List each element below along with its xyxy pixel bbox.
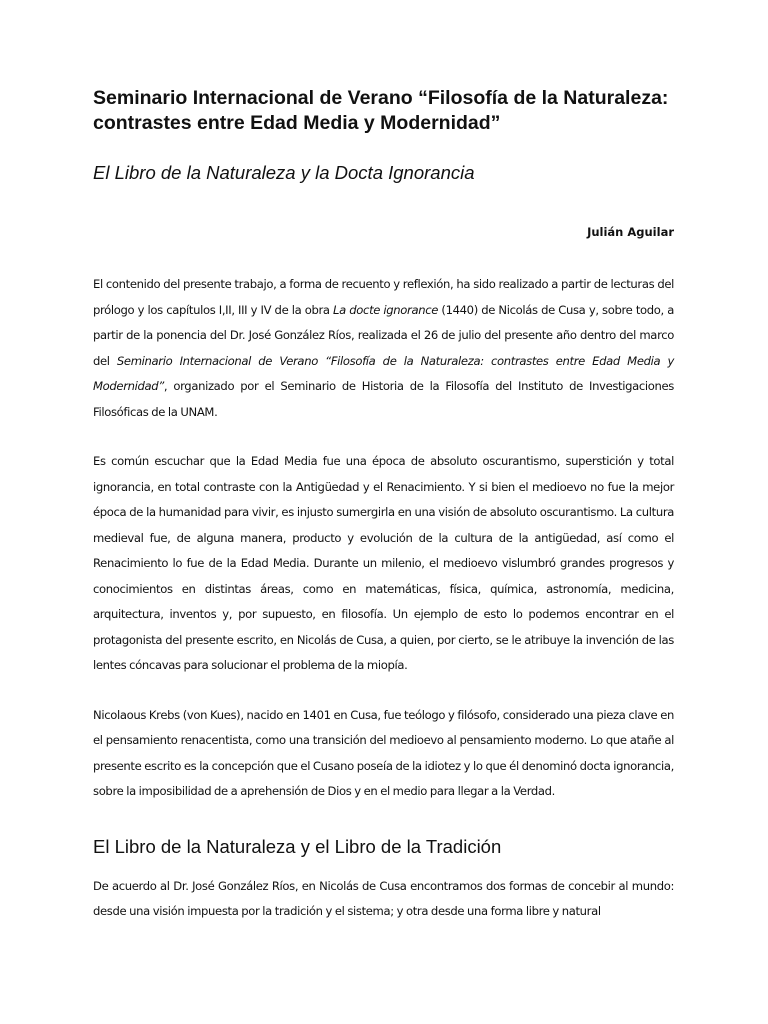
paragraph-intro-part2: (1440) de Nicolás de Cusa y, sobre todo, a partir de la ponencia del Dr. José González Ríos, realizada el 26 de julio del presente año dentro del marco del	[93, 302, 674, 368]
section-heading: El Libro de la Naturaleza y el Libro de la Tradición	[93, 835, 502, 857]
author-name: Julián Aguilar	[587, 225, 674, 239]
paragraph-section: De acuerdo al Dr. José González Ríos, en Nicolás de Cusa encontramos dos formas de concebir al mundo: desde una visión impuesta por la tradición y el sistema; y otra desde una forma libre y natural	[93, 878, 674, 918]
document-subtitle: El Libro de la Naturaleza y la Docta Ignorancia	[93, 162, 475, 183]
paragraph-intro	[93, 272, 674, 425]
document-page	[93, 86, 674, 925]
work-title: La docte ignorance	[333, 302, 439, 317]
paragraph-nicolaus: Nicolaous Krebs (von Kues), nacido en 1401 en Cusa, fue teólogo y filósofo, considerado una pieza clave en el pensamiento renacentista, como una transición del medioevo al pensamiento moderno. Lo que atañe al presente escrito es la concepción que el Cusano poseía de la idiotez y lo que él denominó docta ignorancia, sobre la imposibilidad de a aprehensión de Dios y en el medio para llegar a la Verdad.	[93, 707, 674, 798]
document-title: Seminario Internacional de Verano “Filosofía de la Naturaleza: contrastes entre Edad Media y Modernidad”	[93, 87, 669, 134]
seminar-name: Seminario Internacional de Verano “Filosofía de la Naturaleza: contrastes entre Edad Media y Modernidad”	[93, 353, 675, 393]
paragraph-intro-part1: El contenido del presente trabajo, a forma de recuento y reflexión, ha sido realizado a partir de lecturas del prólogo y los capítulos I,II, III y IV de la obra	[93, 277, 674, 317]
paragraph-middle-ages: Es común escuchar que la Edad Media fue una época de absoluto oscurantismo, superstición y total ignorancia, en total contraste con la Antigüedad y el Renacimiento. Y si bien el medioevo no fue la mejor época de la humanidad para vivir, es injusto sumergirla en una visión de absoluto oscurantismo. La cultura medieval fue, de alguna manera, producto y evolución de la cultura de la antigüedad, así como el Renacimiento lo fue de la Edad Media. Durante un milenio, el medioevo vislumbró grandes progresos y conocimientos en distintas áreas, como en matemáticas, física, química, astronomía, medicina, arquitectura, inventos y, por supuesto, en filosofía. Un ejemplo de esto lo podemos encontrar en el protagonista del presente escrito, en Nicolás de Cusa, a quien, por cierto, se le atribuye la invención de las lentes cóncavas para solucionar el problema de la miopía.	[93, 454, 674, 672]
paragraph-intro-part3: , organizado por el Seminario de Historia de la Filosofía del Instituto de Investigaciones Filosóficas de la UNAM.	[93, 379, 674, 419]
